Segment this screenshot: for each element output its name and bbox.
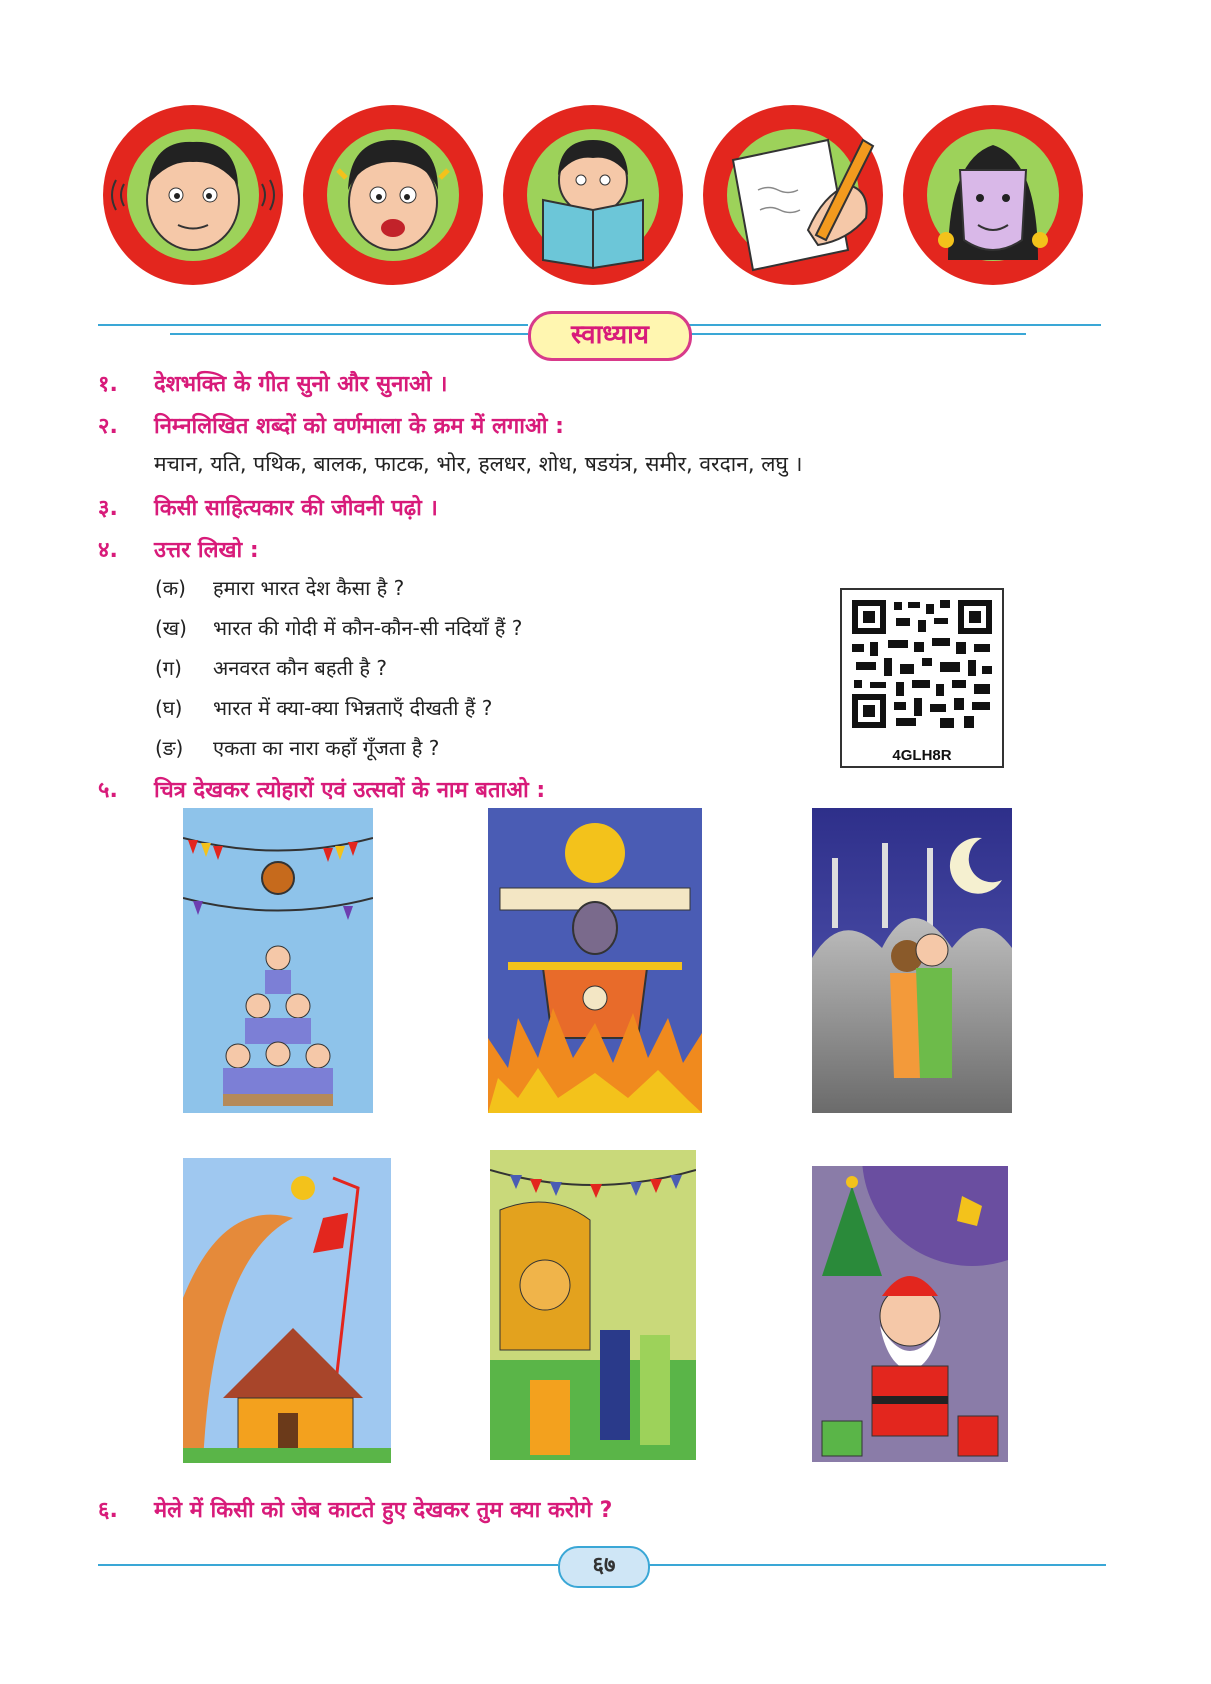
question-number: ५.	[98, 778, 118, 803]
sub-question-label: (ङ)	[155, 736, 184, 760]
question-2	[98, 410, 564, 440]
dahi-handi-image	[183, 808, 373, 1113]
question-number: १.	[98, 372, 118, 397]
listen-icon	[98, 100, 288, 290]
question-text: उत्तर लिखो :	[154, 538, 259, 563]
footer-rule-left	[98, 1564, 558, 1566]
gudi-padwa-image	[183, 1158, 391, 1463]
think-icon	[898, 100, 1088, 290]
question-6	[98, 1494, 612, 1524]
sub-question-text: एकता का नारा कहाँ गूँजता है ?	[213, 736, 440, 760]
sub-question-gha	[155, 694, 492, 721]
question-text: देशभक्ति के गीत सुनो और सुनाओ ।	[154, 372, 448, 397]
question-text: निम्नलिखित शब्दों को वर्णमाला के क्रम में लगाओ :	[154, 414, 564, 439]
question-number: ३.	[98, 496, 118, 521]
read-icon	[498, 100, 688, 290]
sub-question-text: भारत में क्या-क्या भिन्नताएँ दीखती हैं ?	[213, 696, 493, 720]
title-rule-right-2	[686, 333, 1026, 335]
eid-image	[812, 808, 1012, 1113]
sub-question-label: (ख)	[155, 616, 187, 640]
title-rule-right-1	[686, 324, 1101, 326]
sub-question-text: भारत की गोदी में कौन-कौन-सी नदियाँ हैं ?	[213, 616, 523, 640]
write-icon	[698, 100, 888, 290]
speak-icon	[298, 100, 488, 290]
question-4	[98, 534, 259, 564]
question-text: चित्र देखकर त्योहारों एवं उत्सवों के नाम बताओ :	[154, 778, 546, 803]
dussehra-image	[488, 808, 702, 1113]
question-1	[98, 368, 448, 398]
word-list: मचान, यति, पथिक, बालक, फाटक, भोर, हलधर, शोध, षडयंत्र, समीर, वरदान, लघु ।	[154, 452, 803, 476]
sub-question-nga	[155, 734, 439, 761]
question-5	[98, 774, 545, 804]
qr-code-pattern	[844, 594, 1000, 734]
question-number: २.	[98, 414, 118, 439]
sub-question-label: (घ)	[155, 696, 183, 720]
sub-question-kha	[155, 614, 522, 641]
title-rule-left-1	[98, 324, 528, 326]
footer-rule-right	[646, 1564, 1106, 1566]
section-title: स्वाध्याय	[528, 311, 692, 361]
page-number: ६७	[558, 1546, 650, 1588]
sub-question-label: (ग)	[155, 656, 182, 680]
question-3	[98, 492, 438, 522]
qr-code[interactable]	[840, 588, 1004, 768]
qr-code-label: 4GLH8R	[892, 747, 952, 764]
question-text: मेले में किसी को जेब काटते हुए देखकर तुम क्या करोगे ?	[154, 1498, 613, 1523]
ganesh-festival-image	[490, 1150, 696, 1460]
title-rule-left-2	[170, 333, 528, 335]
sub-question-ga	[155, 654, 387, 681]
sub-question-label: (क)	[155, 576, 186, 600]
sub-question-text: अनवरत कौन बहती है ?	[213, 656, 388, 680]
sub-question-text: हमारा भारत देश कैसा है ?	[213, 576, 405, 600]
question-number: ६.	[98, 1498, 118, 1523]
christmas-image	[812, 1166, 1008, 1462]
question-number: ४.	[98, 538, 118, 563]
question-text: किसी साहित्यकार की जीवनी पढ़ो ।	[154, 496, 438, 521]
sub-question-ka	[155, 574, 404, 601]
